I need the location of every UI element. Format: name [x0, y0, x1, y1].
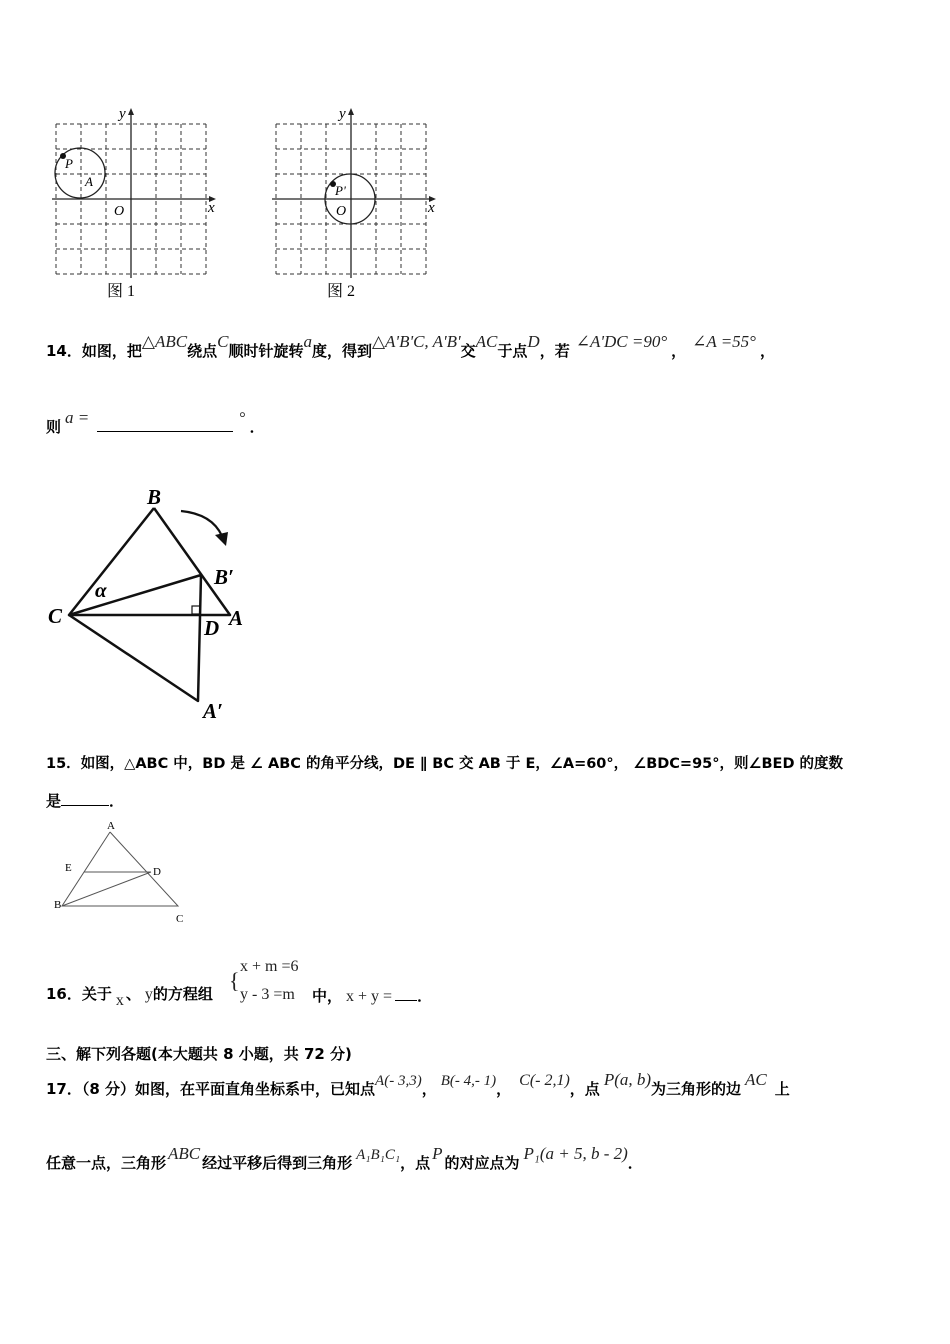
rotation-arrow	[181, 511, 222, 536]
math-ac: AC	[745, 1070, 767, 1089]
label-alpha: α	[95, 578, 107, 602]
label-p: P	[65, 156, 73, 171]
label-x: x	[208, 200, 215, 216]
math-answer: a =	[65, 408, 90, 427]
question-14-line2: 则 a = ° ．	[46, 408, 265, 436]
math-angle-a: ∠A =55°	[692, 332, 756, 351]
equation-brace: {	[229, 968, 240, 993]
math-x: x	[115, 992, 124, 1009]
section-3-title: 三、解下列各题(本大题共 8 小题，共 72 分)	[46, 1045, 352, 1063]
label-a: A	[85, 174, 93, 189]
label-c: C	[176, 913, 184, 925]
label-b: B	[54, 899, 62, 911]
label-b: B	[147, 485, 162, 509]
math-triangle-prime: △A'B'C, A'B'	[371, 332, 461, 351]
question-14-line1: 14．如图，把△ABC绕点C顺时针旋转a度，得到△A'B'C, A'B'交AC于点D，若 ∠A'DC =90° ， ∠A =55° ，	[46, 332, 775, 360]
label-d: D	[153, 866, 161, 878]
label-origin: O	[114, 204, 125, 219]
label-d: D	[204, 616, 220, 640]
math-point-a: A(- 3,3)	[375, 1073, 422, 1089]
math-y: y	[144, 986, 153, 1003]
math-angle-adc: ∠A'DC =90°	[575, 332, 668, 351]
math-point-p: P(a, b)	[603, 1070, 652, 1089]
caption: 图 2	[327, 283, 356, 300]
label-p-prime: P'	[335, 183, 346, 198]
label-a-prime: A′	[203, 699, 223, 723]
question-17-line2: 任意一点，三角形 ABC 经过平移后得到三角形 A₁B₁C₁，点 P 的对应点为 P₁(a + 5, b - 2)．	[46, 1144, 643, 1172]
label-y: y	[339, 106, 346, 122]
question-15-line2: 是 ．	[46, 792, 125, 810]
label-origin: O	[336, 204, 347, 219]
question-16-tail: 中， x + y = ．	[312, 987, 433, 1005]
triangle-abc	[69, 508, 230, 615]
label-a: A	[107, 820, 115, 832]
math-ac: AC	[475, 332, 498, 351]
label-x: x	[428, 200, 435, 216]
equation-1: x + m =6	[240, 958, 299, 975]
math-d: D	[527, 332, 540, 351]
math-a1b1c1: A₁B₁C₁	[356, 1147, 401, 1163]
caption: 图 1	[107, 283, 136, 300]
answer-blank[interactable]	[395, 1000, 417, 1001]
math-point-b: B(- 4,- 1)	[440, 1073, 497, 1089]
math-triangle-abc: △ABC	[141, 332, 188, 351]
answer-blank[interactable]	[97, 431, 233, 432]
label-e: E	[65, 862, 72, 874]
label-c: C	[48, 604, 63, 628]
question-16: 16．关于 x 、 y的方程组	[46, 985, 213, 1009]
math-alpha: a	[303, 332, 312, 351]
question-17-line1: 17．（8 分）如图，在平面直角坐标系中，已知点A(- 3,3)， B(- 4,- 1)， C(- 2,1)，点 P(a, b)为三角形的边 AC 上	[46, 1070, 790, 1098]
math-abc: ABC	[168, 1144, 201, 1163]
math-p: P	[432, 1144, 443, 1163]
grid-figure-1	[46, 98, 226, 308]
label-y: y	[119, 106, 126, 122]
triangle-a-prime-b-prime-c	[69, 575, 201, 701]
grid-figure-2	[266, 98, 446, 308]
math-point-c: C	[217, 332, 229, 351]
question-15-line1: 15．如图，△ABC 中，BD 是 ∠ ABC 的角平分线，DE ∥ BC 交 AB 于 E，∠A=60°， ∠BDC=95°，则∠BED 的度数	[46, 756, 844, 772]
math-point-c: C(- 2,1)	[519, 1072, 570, 1089]
math-p1: P₁(a + 5, b - 2)	[523, 1144, 628, 1163]
math-x-plus-y: x + y =	[346, 988, 393, 1005]
answer-blank[interactable]	[61, 805, 109, 806]
figure-15	[48, 816, 198, 931]
figure-14	[40, 478, 280, 728]
label-a: A	[229, 606, 244, 630]
equation-2: y - 3 =m	[240, 986, 295, 1003]
segment-bd	[62, 872, 151, 906]
label-b-prime: B′	[214, 565, 234, 589]
q14-number: 14．	[46, 342, 82, 360]
